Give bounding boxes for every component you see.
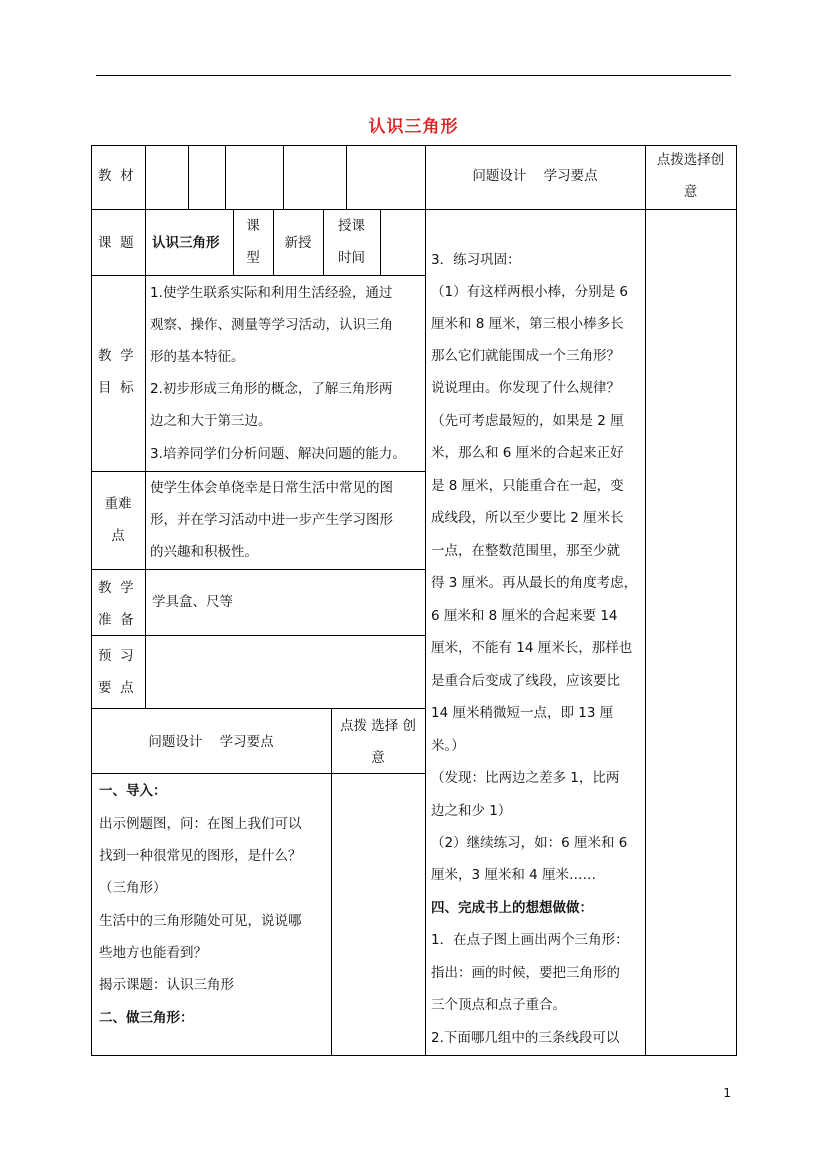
left-content-line: 二、做三角形： [99,1010,194,1026]
page-title: 认识三角形 [368,117,459,137]
type-value: 新授 [284,235,312,251]
left-content-line: 生活中的三角形随处可见，说说哪 [99,913,302,929]
tips-header-line2: 意 [683,184,698,200]
right-content-line: 一点，在整数范围里，那至少就 [431,543,620,559]
right-content-line: （2）继续练习，如：6 厘米和 6 [431,835,628,851]
preparation-label-1: 教 学 [98,580,134,596]
right-content-line: 是 8 厘米，只能重合在一起，变 [431,478,624,494]
left-content-line: 找到一种很常见的图形，是什么？ [99,848,302,864]
objective-line: 形的基本特征。 [150,349,245,365]
right-content-line: （发现：比两边之差多 1，比两 [431,770,620,786]
right-content-line: 四、完成书上的想想做做： [431,900,593,916]
objective-line: 2.初步形成三角形的概念，了解三角形两 [150,381,393,397]
objective-line: 观察、操作、测量等学习活动，认识三角 [150,317,393,333]
tips-header-line1: 点拨选择创 [656,152,725,168]
objective-line: 3.培养同学们分析问题、解决问题的能力。 [150,446,406,462]
objectives-label-2: 目 标 [98,380,134,396]
preparation-value: 学具盒、尺等 [152,594,233,610]
right-content-line: 14 厘米稍微短一点，即 13 厘 [431,705,614,721]
right-content-line: 米，那么和 6 厘米的合起来正好 [431,445,624,461]
right-content-line: 三个顶点和点子重合。 [431,997,566,1013]
key-points-label-2: 点 [111,528,125,544]
key-point-line: 使学生体会单侥幸是日常生活中常见的图 [150,480,393,496]
left-content-line: 揭示课题：认识三角形 [99,977,234,993]
jiaocai-label: 教 材 [98,168,134,184]
objective-line: 边之和大于第三边。 [150,413,272,429]
right-content-line: 成线段，所以至少要比 2 厘米长 [431,510,624,526]
right-content-line: 指出：画的时候，要把三角形的 [431,965,620,981]
left-section-design-header: 问题设计 学习要点 [148,734,274,750]
left-section-tips-line1: 点拨 选择 创 [339,718,417,734]
preparation-label-2: 准 备 [98,612,134,628]
right-content-line: （先可考虑最短的，如果是 2 厘 [431,413,624,429]
right-content-line: 厘米，不能有 14 厘米长，那样也 [431,640,633,656]
time-label-1: 授课 [338,218,365,234]
key-point-line: 的兴趣和积极性。 [150,544,258,560]
time-label-2: 时间 [338,250,365,266]
right-content-line: （1）有这样两根小棒，分别是 6 [431,284,628,300]
preview-label-2: 要 点 [98,680,134,696]
type-label-2: 型 [246,250,260,266]
right-column-header: 问题设计 学习要点 [472,168,598,184]
right-content-line: 米。） [431,738,465,754]
right-content-line: 3．练习巩固： [431,252,521,268]
objectives-label-1: 教 学 [98,348,134,364]
right-content-line: 6 厘米和 8 厘米的合起来要 14 [431,608,618,624]
page-number: 1 [723,1086,731,1100]
right-content-line: 说说理由。你发现了什么规律？ [431,380,620,396]
topic-value: 认识三角形 [152,235,220,251]
type-label-1: 课 [246,218,260,234]
right-content-line: 是重合后变成了线段，应该要比 [431,673,620,689]
left-content-line: 出示例题图，问：在图上我们可以 [99,816,302,832]
header-rule [96,75,731,76]
preview-label-1: 预 习 [98,648,134,664]
left-content-line: （三角形） [99,880,167,896]
right-content-line: 2.下面哪几组中的三条线段可以 [431,1030,620,1046]
key-point-line: 形，并在学习活动中进一步产生学习图形 [150,512,393,528]
right-content-line: 厘米，3 厘米和 4 厘米…… [431,867,597,883]
left-content-line: 一、导入： [99,783,167,799]
right-content-line: 边之和少 1） [431,803,512,819]
topic-label: 课 题 [98,235,134,251]
right-content-line: 那么它们就能围成一个三角形？ [431,348,620,364]
left-content-line: 些地方也能看到？ [99,945,207,961]
objective-line: 1.使学生联系实际和利用生活经验，通过 [150,285,393,301]
key-points-label-1: 重难 [104,496,132,512]
left-section-tips-line2: 意 [371,750,385,766]
right-content-line: 得 3 厘米。再从最长的角度考虑， [431,575,638,591]
right-content-line: 厘米和 8 厘米，第三根小棒多长 [431,316,624,332]
right-content-line: 1．在点子图上画出两个三角形： [431,932,629,948]
